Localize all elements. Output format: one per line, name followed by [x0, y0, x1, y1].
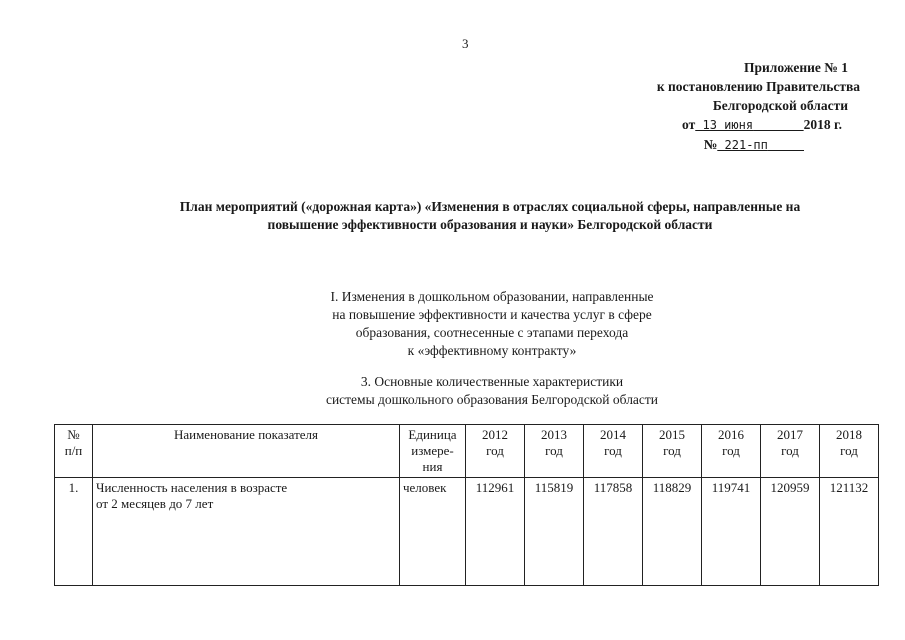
appendix-number	[560, 135, 890, 155]
number-value: 221-пп	[724, 138, 768, 152]
plan-title-line2: повышение эффективности образования и науки» Белгородской области	[267, 217, 713, 232]
header-year-2016: 2016 год	[702, 425, 761, 478]
number-prefix: №	[703, 137, 718, 152]
row-unit: человек	[400, 478, 466, 586]
header-num: № п/п	[55, 425, 93, 478]
section-title	[272, 288, 712, 360]
section-title-line4: к «эффективному контракту»	[407, 343, 577, 358]
appendix-block	[560, 58, 890, 155]
table-header-row	[55, 425, 879, 478]
date-prefix: от	[682, 117, 696, 132]
header-name: Наименование показателя	[93, 425, 400, 478]
page-number: 3	[462, 36, 469, 51]
value-2012: 112961	[466, 478, 525, 586]
value-2015: 118829	[643, 478, 702, 586]
header-year-2018: 2018 год	[820, 425, 879, 478]
plan-title-line1: План мероприятий («дорожная карта») «Изменения в отраслях социальной сферы, направленные на	[179, 199, 801, 214]
value-2013: 115819	[525, 478, 584, 586]
table-title-line2: системы дошкольного образования Белгородской области	[325, 392, 659, 407]
date-day-month: 13 июня	[702, 118, 754, 132]
date-year: 2018 г.	[803, 117, 842, 132]
section-title-line2: на повышение эффективности и качества услуг в сфере	[332, 307, 652, 322]
table-title	[272, 373, 712, 409]
header-year-2017: 2017 год	[761, 425, 820, 478]
plan-title	[100, 198, 880, 234]
value-2014: 117858	[584, 478, 643, 586]
value-2018: 121132	[820, 478, 879, 586]
value-2016: 119741	[702, 478, 761, 586]
section-title-line1: I. Изменения в дошкольном образовании, направленные	[330, 289, 654, 304]
header-year-2015: 2015 год	[643, 425, 702, 478]
header-year-2014: 2014 год	[584, 425, 643, 478]
appendix-region: Белгородской области	[712, 98, 848, 113]
appendix-title: Приложение № 1	[744, 60, 848, 75]
row-name: Численность населения в возрасте от 2 месяцев до 7 лет	[93, 478, 400, 586]
row-num: 1.	[55, 478, 93, 586]
section-title-line3: образования, соотнесенные с этапами перехода	[355, 325, 629, 340]
header-year-2012: 2012 год	[466, 425, 525, 478]
appendix-date	[560, 115, 890, 135]
table-row	[55, 478, 879, 586]
header-unit: Единица измере- ния	[400, 425, 466, 478]
value-2017: 120959	[761, 478, 820, 586]
table-title-line1: 3. Основные количественные характеристики	[360, 374, 624, 389]
indicators-table	[54, 424, 879, 586]
appendix-decree: к постановлению Правительства	[656, 79, 860, 94]
header-year-2013: 2013 год	[525, 425, 584, 478]
